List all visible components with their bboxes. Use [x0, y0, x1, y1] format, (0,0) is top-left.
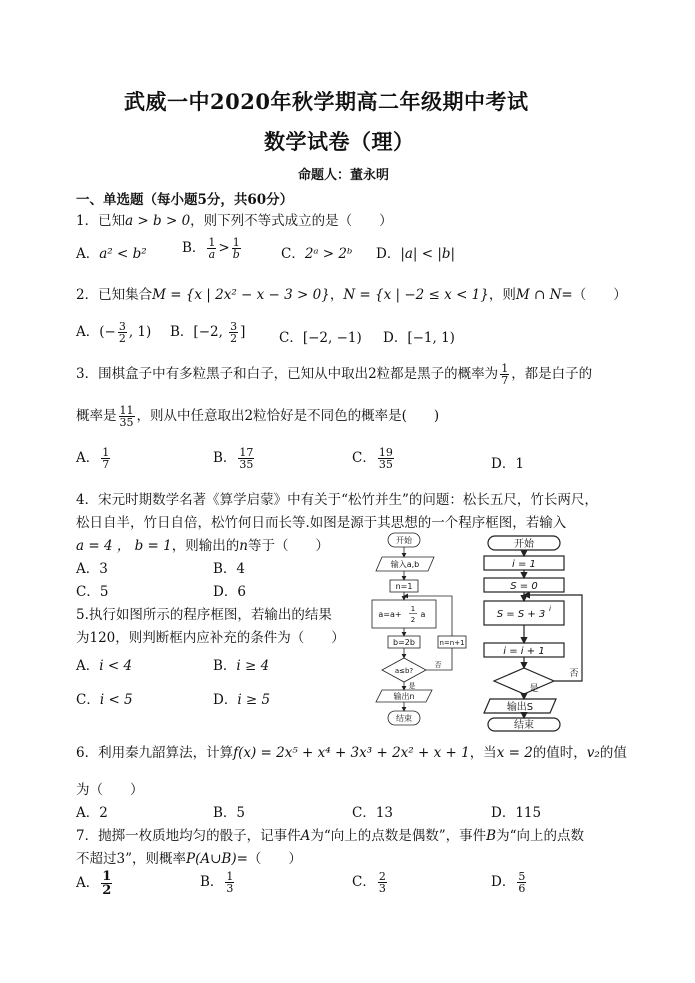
flow1-input: 输入a,b	[390, 560, 420, 569]
exam-title-line1: 武威一中2020年秋学期高二年级期中考试	[124, 89, 529, 114]
question-3-line-1: 3．围棋盒子中有多粒黑子和白子，已知从中取出2粒都是黑子的概率为 $\frac{1}{7}$ ，都是白子的	[76, 362, 593, 387]
flow1-a: a	[420, 610, 426, 619]
question-7-option-a: A． $\frac{1}{2}$	[76, 869, 112, 898]
flow2-s-init: S = 0	[510, 581, 538, 592]
flow2-end: 结束	[514, 720, 534, 731]
flow2-start: 开始	[514, 539, 534, 550]
flow1-half-num: 1	[410, 605, 416, 613]
question-3-option-d: D．1	[491, 456, 524, 472]
question-7-option-c: C． $\frac{2}{3}$	[352, 870, 386, 895]
question-5-line-2: 为120，则判断框内应补充的条件为（ ）	[76, 630, 345, 646]
flow1-output: 输出n	[393, 692, 415, 701]
question-5-line-1: 5.执行如图所示的程序框图，若输出的结果	[76, 607, 332, 623]
flow2-s-update: S = S + 3	[496, 609, 546, 620]
flow2-i-increment: i = i + 1	[503, 646, 545, 657]
flow1-start: 开始	[396, 536, 412, 545]
flow1-n-init: n=1	[395, 582, 413, 591]
flow1-update-a: a=a+	[378, 610, 402, 619]
flow2-no: 否	[569, 669, 579, 679]
question-4-option-b: B．4	[213, 561, 246, 577]
flow2-output: 输出S	[506, 702, 534, 713]
question-7-option-d: D． $\frac{5}{6}$	[491, 870, 526, 895]
question-2-stem: 2．已知集合M = {x | 2x² − x − 3 > 0}，N = {x | −2 ≤ x < 1}，则M ∩ N=（ ）	[76, 287, 627, 303]
exam-author: 命题人：董永明	[298, 168, 390, 183]
question-7-line-2: 不超过3”，则概率P(A∪B)=（ ）	[76, 851, 302, 867]
question-7-line-1: 7．抛掷一枚质地均匀的骰子，记事件A为“向上的点数是偶数”，事件B为“向上的点数	[76, 828, 584, 844]
question-2-option-a: A．(− $\frac{3}{2}$ , 1)	[76, 320, 152, 345]
question-3-option-c: C． $\frac{19}{35}$	[352, 446, 393, 471]
question-4-option-a: A．3	[76, 561, 108, 577]
question-3-line-2: 概率是 $\frac{11}{35}$ ，则从中任意取出2粒恰好是不同色的概率是( )	[76, 404, 440, 429]
question-2-option-b: B．[−2, $\frac{3}{2}$ ]	[170, 320, 246, 345]
question-4-line-2: 松日自半，竹日自倍，松竹何日而长等.如图是源于其思想的一个程序框图，若输入	[76, 515, 567, 531]
flow1-b-double: b=2b	[393, 638, 415, 647]
exam-title-line2: 数学试卷（理）	[264, 129, 415, 154]
question-1-option-d: D．|a| < |b|	[376, 246, 456, 262]
question-5-option-c: C．i < 5	[76, 692, 133, 708]
flowchart-q4	[360, 530, 470, 730]
flow2-i-init: i = 1	[512, 559, 536, 570]
question-1-option-b: B． $\frac{1}{a}$ > $\frac{1}{b}$	[182, 236, 240, 261]
question-3-option-b: B． $\frac{17}{35}$	[213, 446, 254, 471]
flow1-half-den: 2	[410, 616, 416, 624]
question-2-option-d: D．[−1, 1)	[383, 330, 455, 346]
question-6-option-b: B．5	[213, 805, 246, 821]
question-1-stem: 1．已知a > b > 0，则下列不等式成立的是（ ）	[76, 213, 393, 229]
question-5-option-a: A．i < 4	[76, 658, 133, 674]
flow1-no: 否	[434, 661, 442, 669]
question-1-option-a: A．a² < b²	[76, 246, 147, 262]
question-5-option-b: B．i ≥ 4	[213, 658, 270, 674]
question-4-option-d: D．6	[213, 584, 246, 600]
question-6-line-2: 为（ ）	[76, 782, 144, 798]
flow1-condition: a≤b?	[394, 667, 414, 675]
question-4-line-3: a = 4 ， b = 1，则输出的n等于（ ）	[76, 538, 329, 554]
section-heading: 一、单选题（每小题5分，共60分）	[76, 192, 294, 208]
question-6-option-a: A．2	[76, 805, 108, 821]
flow1-yes: 是	[408, 682, 416, 690]
question-6-option-c: C．13	[352, 805, 394, 821]
flow1-end: 结束	[396, 714, 412, 723]
flowchart-q5	[470, 533, 595, 733]
question-7-option-b: B． $\frac{1}{3}$	[200, 870, 234, 895]
question-5-option-d: D．i ≥ 5	[213, 692, 271, 708]
flow2-exponent: i	[549, 605, 551, 613]
flow2-yes: 是	[529, 684, 539, 694]
question-6-option-d: D．115	[491, 805, 542, 821]
question-1-option-c: C．2ᵃ > 2ᵇ	[281, 246, 353, 262]
question-4-option-c: C．5	[76, 584, 109, 600]
question-6-line-1: 6．利用秦九韶算法，计算f(x) = 2x⁵ + x⁴ + 3x³ + 2x² + x + 1，当x = 2的值时，v₂的值	[76, 745, 627, 761]
question-3-option-a: A． $\frac{1}{7}$	[76, 446, 110, 471]
question-4-line-1: 4．宋元时期数学名著《算学启蒙》中有关于“松竹并生”的问题：松长五尺，竹长两尺，	[76, 492, 598, 508]
question-2-option-c: C．[−2, −1)	[279, 330, 362, 346]
flow1-n-increment: n=n+1	[439, 639, 465, 647]
